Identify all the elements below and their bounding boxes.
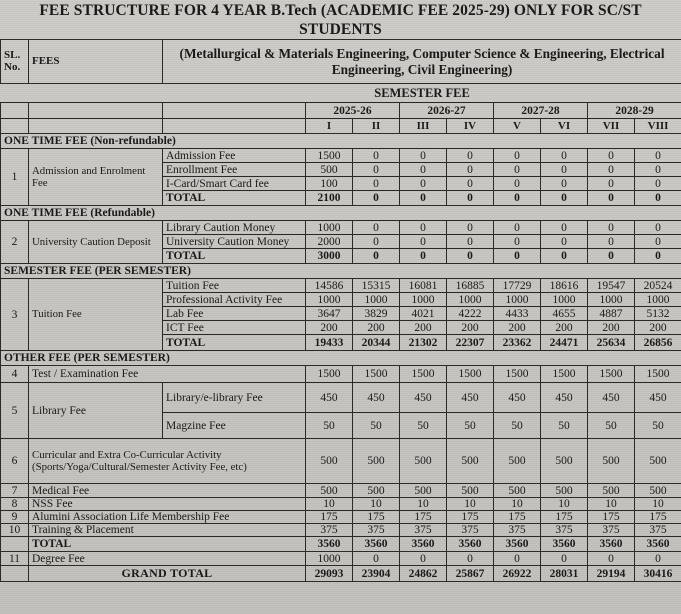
cell-value: 500 <box>447 484 494 498</box>
cell-value: 175 <box>353 511 400 524</box>
table-header-row-years <box>1 103 681 119</box>
row-sub-name: Enrollment Fee <box>163 163 306 177</box>
table-row <box>1 484 681 498</box>
cell-value: 10 <box>541 498 588 511</box>
cell-value: 500 <box>447 439 494 484</box>
cell-value: 50 <box>400 413 447 439</box>
year-2027-28: 2027-28 <box>494 103 588 119</box>
cell-value: 0 <box>588 249 635 264</box>
cell-value: 500 <box>494 439 541 484</box>
band-spacer-fees <box>29 84 163 103</box>
cell-value: 0 <box>447 221 494 235</box>
cell-value: 0 <box>588 177 635 191</box>
cell-value: 0 <box>400 221 447 235</box>
cell-value: 0 <box>400 552 447 566</box>
cell-value: 3647 <box>306 307 353 321</box>
cell-value: 23362 <box>494 335 541 351</box>
section-label-one-time-refundable: ONE TIME FEE (Refundable) <box>1 206 681 221</box>
cell-value: 10 <box>447 498 494 511</box>
cell-value: 175 <box>306 511 353 524</box>
cell-value: 10 <box>588 498 635 511</box>
row-fee-name: NSS Fee <box>29 498 306 511</box>
cell-value: 50 <box>447 413 494 439</box>
row-sl-no: 4 <box>1 366 29 383</box>
cell-value: 200 <box>447 321 494 335</box>
row-sub-name: Library Caution Money <box>163 221 306 235</box>
row-sub-name: University Caution Money <box>163 235 306 249</box>
row-sub-name: TOTAL <box>163 191 306 206</box>
semester-col-2: II <box>353 119 400 134</box>
row-sub-name: I-Card/Smart Card fee <box>163 177 306 191</box>
cell-value: 0 <box>494 249 541 264</box>
semester-col-3: III <box>400 119 447 134</box>
grand-total-spacer <box>1 566 29 582</box>
year-2028-29: 2028-29 <box>588 103 681 119</box>
cell-value: 0 <box>353 177 400 191</box>
cell-value: 3560 <box>635 537 681 552</box>
cell-value: 500 <box>353 439 400 484</box>
cell-value: 16885 <box>447 279 494 293</box>
section-header-row <box>1 206 681 221</box>
cell-value: 1000 <box>588 293 635 307</box>
cell-value: 3560 <box>541 537 588 552</box>
cell-value: 450 <box>541 383 588 413</box>
table-row <box>1 498 681 511</box>
header-sl-no: SL. No. <box>1 40 29 84</box>
cell-value: 1500 <box>400 366 447 383</box>
row-sub-name: Lab Fee <box>163 307 306 321</box>
row-sub-name: Professional Activity Fee <box>163 293 306 307</box>
cell-value: 0 <box>494 149 541 163</box>
row-sl-no: 9 <box>1 511 29 524</box>
cell-value: 0 <box>635 249 681 264</box>
row-fee-name: Training & Placement <box>29 524 306 537</box>
cell-value: 0 <box>588 221 635 235</box>
cell-value: 0 <box>588 163 635 177</box>
cell-value: 3560 <box>447 537 494 552</box>
cell-value: 3560 <box>400 537 447 552</box>
cell-value: 1000 <box>494 293 541 307</box>
cell-value: 1500 <box>306 366 353 383</box>
cell-value: 500 <box>541 484 588 498</box>
cell-value: 14586 <box>306 279 353 293</box>
cell-value: 0 <box>635 235 681 249</box>
cell-value: 25867 <box>447 566 494 582</box>
semester-col-6: VI <box>541 119 588 134</box>
cell-value: 0 <box>400 249 447 264</box>
row-sl-no: 5 <box>1 383 29 439</box>
cell-value: 500 <box>494 484 541 498</box>
cell-value: 375 <box>400 524 447 537</box>
table-row <box>1 149 681 163</box>
row-sl-no <box>1 537 29 552</box>
cell-value: 0 <box>494 163 541 177</box>
cell-value: 18616 <box>541 279 588 293</box>
cell-value: 0 <box>400 177 447 191</box>
cell-value: 1000 <box>306 552 353 566</box>
cell-value: 17729 <box>494 279 541 293</box>
row-sl-no: 1 <box>1 149 29 206</box>
years-spacer-fees <box>29 103 163 119</box>
page-title-line1: FEE STRUCTURE FOR 4 YEAR B.Tech (ACADEMIC FEE 2025-29) ONLY FOR SC/ST <box>39 2 642 19</box>
cell-value: 25634 <box>588 335 635 351</box>
cell-value: 0 <box>353 191 400 206</box>
cell-value: 375 <box>588 524 635 537</box>
cell-value: 450 <box>635 383 681 413</box>
cell-value: 10 <box>353 498 400 511</box>
cell-value: 16081 <box>400 279 447 293</box>
cell-value: 200 <box>400 321 447 335</box>
cell-value: 0 <box>400 149 447 163</box>
cell-value: 0 <box>353 249 400 264</box>
cell-value: 375 <box>353 524 400 537</box>
section-label-one-time-non-refundable: ONE TIME FEE (Non-refundable) <box>1 134 681 149</box>
cell-value: 0 <box>447 249 494 264</box>
cell-value: 0 <box>588 149 635 163</box>
cell-value: 2000 <box>306 235 353 249</box>
table-row <box>1 279 681 293</box>
row-sub-name: Magzine Fee <box>163 413 306 439</box>
cell-value: 50 <box>306 413 353 439</box>
cell-value: 500 <box>400 439 447 484</box>
cell-value: 29194 <box>588 566 635 582</box>
cell-value: 1500 <box>635 366 681 383</box>
cell-value: 2100 <box>306 191 353 206</box>
cell-value: 175 <box>494 511 541 524</box>
cell-value: 1500 <box>447 366 494 383</box>
cell-value: 500 <box>306 439 353 484</box>
semester-fee-band-row <box>1 84 681 103</box>
cell-value: 500 <box>306 163 353 177</box>
cell-value: 50 <box>635 413 681 439</box>
cell-value: 0 <box>353 163 400 177</box>
semester-col-5: V <box>494 119 541 134</box>
cell-value: 0 <box>494 177 541 191</box>
cell-value: 175 <box>400 511 447 524</box>
cell-value: 3560 <box>353 537 400 552</box>
cell-value: 0 <box>635 552 681 566</box>
section-header-row <box>1 134 681 149</box>
cell-value: 30416 <box>635 566 681 582</box>
table-row <box>1 552 681 566</box>
cell-value: 0 <box>541 552 588 566</box>
table-row <box>1 524 681 537</box>
cell-value: 0 <box>447 191 494 206</box>
section-header-row <box>1 351 681 366</box>
cell-value: 1000 <box>306 221 353 235</box>
semester-col-7: VII <box>588 119 635 134</box>
row-fee-name: University Caution Deposit <box>29 221 163 264</box>
header-fees: FEES <box>29 40 163 84</box>
cell-value: 3560 <box>588 537 635 552</box>
cell-value: 450 <box>588 383 635 413</box>
cell-value: 500 <box>635 439 681 484</box>
cell-value: 0 <box>635 163 681 177</box>
cell-value: 175 <box>541 511 588 524</box>
cell-value: 4222 <box>447 307 494 321</box>
cell-value: 3560 <box>306 537 353 552</box>
header-departments: (Metallurgical & Materials Engineering, Computer Science & Engineering, Electrical Engineering, Civil Engineering) <box>163 40 681 84</box>
sem-spacer-fees <box>29 119 163 134</box>
cell-value: 4021 <box>400 307 447 321</box>
table-row <box>1 439 681 484</box>
cell-value: 4655 <box>541 307 588 321</box>
semester-col-4: IV <box>447 119 494 134</box>
year-2026-27: 2026-27 <box>400 103 494 119</box>
cell-value: 0 <box>588 552 635 566</box>
cell-value: 175 <box>635 511 681 524</box>
cell-value: 10 <box>400 498 447 511</box>
row-fee-name: Degree Fee <box>29 552 306 566</box>
row-sub-name: TOTAL <box>163 335 306 351</box>
cell-value: 0 <box>447 552 494 566</box>
cell-value: 20344 <box>353 335 400 351</box>
cell-value: 500 <box>588 439 635 484</box>
cell-value: 28031 <box>541 566 588 582</box>
cell-value: 375 <box>635 524 681 537</box>
cell-value: 26922 <box>494 566 541 582</box>
sem-spacer-sub <box>163 119 306 134</box>
cell-value: 0 <box>541 177 588 191</box>
cell-value: 24471 <box>541 335 588 351</box>
cell-value: 0 <box>447 177 494 191</box>
table-row-total <box>1 537 681 552</box>
cell-value: 3829 <box>353 307 400 321</box>
cell-value: 23904 <box>353 566 400 582</box>
cell-value: 50 <box>541 413 588 439</box>
cell-value: 200 <box>541 321 588 335</box>
cell-value: 0 <box>494 235 541 249</box>
cell-value: 175 <box>447 511 494 524</box>
cell-value: 0 <box>541 149 588 163</box>
row-fee-name: Medical Fee <box>29 484 306 498</box>
row-sub-name: ICT Fee <box>163 321 306 335</box>
cell-value: 0 <box>588 191 635 206</box>
cell-value: 200 <box>635 321 681 335</box>
cell-value: 22307 <box>447 335 494 351</box>
cell-value: 0 <box>541 249 588 264</box>
cell-value: 450 <box>306 383 353 413</box>
row-sub-name: Library/e-library Fee <box>163 383 306 413</box>
page-title-line2: STUDENTS <box>299 21 382 38</box>
cell-value: 375 <box>306 524 353 537</box>
cell-value: 0 <box>635 149 681 163</box>
cell-value: 1500 <box>494 366 541 383</box>
cell-value: 450 <box>494 383 541 413</box>
cell-value: 26856 <box>635 335 681 351</box>
cell-value: 4887 <box>588 307 635 321</box>
cell-value: 24862 <box>400 566 447 582</box>
cell-value: 375 <box>447 524 494 537</box>
cell-value: 450 <box>447 383 494 413</box>
cell-value: 1000 <box>400 293 447 307</box>
cell-value: 0 <box>447 149 494 163</box>
cell-value: 0 <box>541 163 588 177</box>
cell-value: 1000 <box>447 293 494 307</box>
row-fee-name: Library Fee <box>29 383 163 439</box>
curricular-line-2: (Sports/Yoga/Cultural/Semester Activity Fee, etc) <box>32 461 247 473</box>
grand-total-label: GRAND TOTAL <box>29 566 306 582</box>
cell-value: 450 <box>400 383 447 413</box>
cell-value: 19433 <box>306 335 353 351</box>
row-sl-no: 6 <box>1 439 29 484</box>
grand-total-row <box>1 566 681 582</box>
cell-value: 0 <box>400 235 447 249</box>
cell-value: 500 <box>400 484 447 498</box>
cell-value: 0 <box>353 221 400 235</box>
cell-value: 1000 <box>306 293 353 307</box>
row-sub-name: TOTAL <box>163 249 306 264</box>
cell-value: 1000 <box>541 293 588 307</box>
table-row <box>1 511 681 524</box>
row-sub-name: Tuition Fee <box>163 279 306 293</box>
fee-structure-table <box>0 39 681 582</box>
cell-value: 450 <box>353 383 400 413</box>
row-sl-no: 10 <box>1 524 29 537</box>
cell-value: 200 <box>588 321 635 335</box>
row-fee-name <box>29 439 306 484</box>
section-label-other-fee: OTHER FEE (PER SEMESTER) <box>1 351 681 366</box>
row-sl-no: 2 <box>1 221 29 264</box>
cell-value: 375 <box>494 524 541 537</box>
cell-value: 0 <box>400 163 447 177</box>
cell-value: 1000 <box>635 293 681 307</box>
cell-value: 0 <box>447 235 494 249</box>
row-sl-no: 11 <box>1 552 29 566</box>
cell-value: 0 <box>353 149 400 163</box>
cell-value: 10 <box>635 498 681 511</box>
sem-spacer-slno <box>1 119 29 134</box>
table-row <box>1 366 681 383</box>
cell-value: 0 <box>494 552 541 566</box>
cell-value: 0 <box>541 235 588 249</box>
cell-value: 1500 <box>541 366 588 383</box>
cell-value: 0 <box>400 191 447 206</box>
cell-value: 500 <box>635 484 681 498</box>
cell-value: 1000 <box>353 293 400 307</box>
cell-value: 1500 <box>588 366 635 383</box>
band-spacer-slno <box>1 84 29 103</box>
table-row <box>1 221 681 235</box>
cell-value: 200 <box>353 321 400 335</box>
cell-value: 0 <box>494 191 541 206</box>
cell-value: 500 <box>353 484 400 498</box>
cell-value: 19547 <box>588 279 635 293</box>
table-header-row-departments <box>1 40 681 84</box>
cell-value: 500 <box>306 484 353 498</box>
row-sl-no: 3 <box>1 279 29 351</box>
cell-value: 0 <box>353 235 400 249</box>
cell-value: 0 <box>635 177 681 191</box>
cell-value: 3560 <box>494 537 541 552</box>
row-sub-name: Admission Fee <box>163 149 306 163</box>
cell-value: 0 <box>635 191 681 206</box>
cell-value: 4433 <box>494 307 541 321</box>
cell-value: 0 <box>635 221 681 235</box>
row-sl-no: 7 <box>1 484 29 498</box>
cell-value: 20524 <box>635 279 681 293</box>
cell-value: 0 <box>494 221 541 235</box>
semester-fee-band-label: SEMESTER FEE <box>374 85 470 100</box>
curricular-line-1: Curricular and Extra Co-Curricular Activity <box>32 448 222 461</box>
cell-value: 50 <box>588 413 635 439</box>
cell-value: 375 <box>541 524 588 537</box>
cell-value: 50 <box>353 413 400 439</box>
cell-value: 500 <box>588 484 635 498</box>
table-row <box>1 383 681 413</box>
cell-value: 29093 <box>306 566 353 582</box>
cell-value: 100 <box>306 177 353 191</box>
row-fee-name: Alumini Association Life Membership Fee <box>29 511 306 524</box>
cell-value: 5132 <box>635 307 681 321</box>
page-title <box>0 0 681 39</box>
cell-value: 0 <box>447 163 494 177</box>
cell-value: 200 <box>494 321 541 335</box>
cell-value: 0 <box>353 552 400 566</box>
cell-value: 10 <box>306 498 353 511</box>
semester-col-1: I <box>306 119 353 134</box>
section-label-semester-fee: SEMESTER FEE (PER SEMESTER) <box>1 264 681 279</box>
row-fee-name: TOTAL <box>29 537 306 552</box>
cell-value: 1500 <box>306 149 353 163</box>
row-fee-name: Admission and Enrolment Fee <box>29 149 163 206</box>
years-spacer-slno <box>1 103 29 119</box>
cell-value: 15315 <box>353 279 400 293</box>
cell-value: 0 <box>588 235 635 249</box>
semester-col-8: VIII <box>635 119 681 134</box>
row-fee-name: Tuition Fee <box>29 279 163 351</box>
year-2025-26: 2025-26 <box>306 103 400 119</box>
cell-value: 3000 <box>306 249 353 264</box>
table-header-row-semesters <box>1 119 681 134</box>
row-sl-no: 8 <box>1 498 29 511</box>
cell-value: 10 <box>494 498 541 511</box>
cell-value: 500 <box>541 439 588 484</box>
cell-value: 21302 <box>400 335 447 351</box>
years-spacer-sub <box>163 103 306 119</box>
cell-value: 50 <box>494 413 541 439</box>
cell-value: 1500 <box>353 366 400 383</box>
row-fee-name: Test / Examination Fee <box>29 366 306 383</box>
cell-value: 200 <box>306 321 353 335</box>
cell-value: 0 <box>541 221 588 235</box>
cell-value: 0 <box>541 191 588 206</box>
section-header-row <box>1 264 681 279</box>
cell-value: 175 <box>588 511 635 524</box>
